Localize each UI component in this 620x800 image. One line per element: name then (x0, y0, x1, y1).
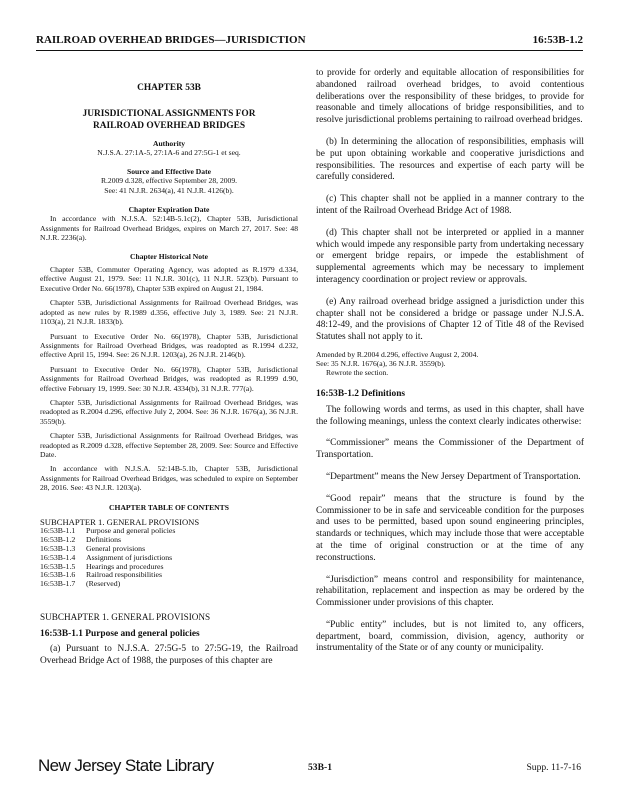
left-column (40, 68, 298, 667)
toc-title: (Reserved) (86, 579, 121, 589)
amendment-line: Amended by R.2004 d.296, effective August 2, 2004. (316, 349, 479, 359)
definition-jurisdiction: “Jurisdiction” means control and responsibility for maintenance, rehabilitation, replacement and inspection as may be ordered by the Commissioner under provisions of this chapter. (316, 574, 584, 609)
toc-entry[interactable] (40, 563, 298, 572)
history-heading: Chapter Historical Note (130, 251, 208, 261)
source-line-2: See: 41 N.J.R. 2634(a), 41 N.J.R. 4126(b). (104, 185, 234, 195)
history-note: Chapter 53B, Jurisdictional Assignments for Railroad Overhead Bridges, was readopted as R.2004 d.296, effective July 2, 2004. See: 36 N.J.R. 1676(a), 36 N.J.R. 3559(b). (40, 397, 298, 426)
paragraph-a: (a) Pursuant to N.J.S.A. 27:5G-5 to 27:5G-19, the Railroad Overhead Bridge Act of 1988, the purposes of this chapter are (40, 643, 298, 666)
history-note: Pursuant to Executive Order No. 66(1978), Chapter 53B, Jurisdictional Assignments for Railroad Overhead Bridges, was readopted as R.1994 d.232, effective April 15, 1994. See: 26 N.J.R. 1203(a), 26 N.J.R. 2146(b). (40, 331, 298, 360)
toc-heading: CHAPTER TABLE OF CONTENTS (109, 502, 229, 512)
toc-number: 16:53B-1.4 (40, 552, 76, 562)
definition-commissioner: “Commissioner” means the Commissioner of the Department of Transportation. (316, 438, 584, 461)
toc-title: Hearings and procedures (86, 561, 164, 571)
toc-title: Railroad responsibilities (86, 570, 163, 580)
source-heading: Source and Effective Date (126, 166, 211, 176)
history-note: Pursuant to Executive Order No. 66(1978), Chapter 53B, Jurisdictional Assignments for Railroad Overhead Bridges, was readopted as R.1999 d.90, effective February 19, 1999. See: 30 N.J.R. 4334(b), 31 N.J.R. 777(a). (40, 364, 298, 393)
header-title: RAILROAD OVERHEAD BRIDGES—JURISDICTION (36, 34, 306, 46)
amendment-note (316, 350, 584, 377)
paragraph-c: (c) This chapter shall not be applied in a manner contrary to the intent of the Railroad Overhead Bridge Act of 1988. (316, 194, 584, 216)
definitions-intro: The following words and terms, as used in this chapter, shall have the following meanings, unless the context clearly indicates otherwise: (316, 404, 584, 427)
definition-public-entity: “Public entity” includes, but is not limited to, any officers, department, board, commission, division, agency, authority or instrumentality of the State or of any county or municipality. (316, 619, 584, 654)
supplement-date: Supp. 11-7-16 (526, 762, 581, 773)
toc-entry[interactable] (40, 554, 298, 563)
chapter-title-line-2: RAILROAD OVERHEAD BRIDGES (92, 121, 246, 131)
paragraph-e: (e) Any railroad overhead bridge assigned a jurisdiction under this chapter shall not be considered a bridge or passage under N.J.S.A. 48:12-49, and the provisions of Chapter 12 of Title 48 of the Revised Statutes shall not apply to it. (316, 296, 584, 343)
amendment-line: Rewrote the section. (326, 367, 389, 377)
paragraph-a-continued: to provide for orderly and equitable allocation of responsibilities for abandoned railroad overhead bridges, to avoid contentious deliberations over the responsibility of these bridges, to provide for reasonable and timely allocations of bridge responsibilities, and to resolve jurisdictional problems pertaining to railroad overhead bridges. (316, 68, 584, 126)
toc-number: 16:53B-1.1 (40, 526, 76, 536)
chapter-title-line-1: JURISDICTIONAL ASSIGNMENTS FOR (82, 109, 256, 119)
toc-title: Definitions (86, 535, 122, 545)
section-heading-1-1: 16:53B-1.1 Purpose and general policies (40, 629, 200, 640)
toc-subchapter: SUBCHAPTER 1. GENERAL PROVISIONS (40, 517, 200, 527)
toc-title: Purpose and general policies (86, 526, 176, 536)
right-column (316, 68, 584, 665)
expiration-heading: Chapter Expiration Date (128, 205, 210, 215)
running-header (36, 34, 583, 51)
subchapter-heading: SUBCHAPTER 1. GENERAL PROVISIONS (40, 611, 211, 622)
authority-heading: Authority (152, 139, 186, 148)
authority-text: N.J.S.A. 27:1A-5, 27:1A-6 and 27:5G-1 et seq. (97, 148, 241, 158)
definition-good-repair: “Good repair” means that the structure is found by the Commissioner to be in safe and serviceable condition for the purposes and uses to be permitted, based upon sound engineering principles, standards or techniques, which may include those that were acceptable at the time of original construction or at the time of any reconstructions. (316, 493, 584, 563)
toc-entry[interactable] (40, 571, 298, 580)
toc-number: 16:53B-1.2 (40, 535, 76, 545)
page-footer (38, 756, 585, 776)
library-name: New Jersey State Library (38, 756, 214, 775)
chapter-title (40, 108, 298, 132)
toc-number: 16:53B-1.7 (40, 579, 76, 589)
toc-number: 16:53B-1.3 (40, 544, 76, 553)
history-note: In accordance with N.J.S.A. 52:14B-5.1b, Chapter 53B, Jurisdictional Assignments for Railroad Overhead Bridges, was scheduled to expire on September 28, 2016. See: 43 N.J.R. 1203(a). (40, 464, 298, 493)
toc-title: Assignment of jurisdictions (86, 552, 173, 562)
toc-entry[interactable] (40, 580, 298, 589)
toc-list (40, 527, 298, 589)
page-number: 53B-1 (308, 762, 332, 773)
section-heading-1-2: 16:53B-1.2 Definitions (316, 388, 406, 399)
paragraph-b: (b) In determining the allocation of responsibilities, emphasis will be put upon obtaining workable and cooperative jurisdictions and responsibilities. The resources and expertise of each party will be carefully considered. (316, 136, 584, 183)
header-section-number: 16:53B-1.2 (532, 34, 583, 46)
paragraph-d: (d) This chapter shall not be interpreted or applied in a manner which would impede any responsible party from undertaking necessary or emergent bridge repairs, or impede the establishment of supplemental agreements which may be necessary to implement interagency coordination or project review or approvals. (316, 227, 584, 285)
amendment-line: See: 35 N.J.R. 1676(a), 36 N.J.R. 3559(b). (316, 358, 446, 368)
source-line-1: R.2009 d.328, effective September 28, 2009. (100, 176, 238, 186)
toc-entry[interactable] (40, 527, 298, 536)
chapter-number: CHAPTER 53B (137, 83, 201, 93)
toc-number: 16:53B-1.6 (40, 570, 76, 580)
history-note: Chapter 53B, Jurisdictional Assignments for Railroad Overhead Bridges, was adopted as new rules by R.1989 d.356, effective July 3, 1989. See: 21 N.J.R. 1103(a), 21 N.J.R. 1833(b). (40, 298, 298, 327)
expiration-text: In accordance with N.J.S.A. 52:14B-5.1c(2), Chapter 53B, Jurisdictional Assignments for Railroad Overhead Bridges, expires on March 27, 2017. See: 48 N.J.R. 2236(a). (40, 214, 298, 243)
toc-number: 16:53B-1.5 (40, 561, 76, 571)
toc-entry[interactable] (40, 536, 298, 545)
history-note: Chapter 53B, Commuter Operating Agency, was adopted as R.1979 d.334, effective August 21, 1979. See: 11 N.J.R. 301(c), 11 N.J.R. 523(b). Pursuant to Executive Order No. 66(1978), Chapter 53B expired on August 21, 1984. (40, 265, 298, 293)
history-note: Chapter 53B, Jurisdictional Assignments for Railroad Overhead Bridges, was readopted as R.2009 d.328, effective September 28, 2009. See: Source and Effective Date. (40, 431, 298, 459)
definition-department: “Department” means the New Jersey Department of Transportation. (326, 471, 581, 482)
toc-title: General provisions (86, 544, 146, 553)
